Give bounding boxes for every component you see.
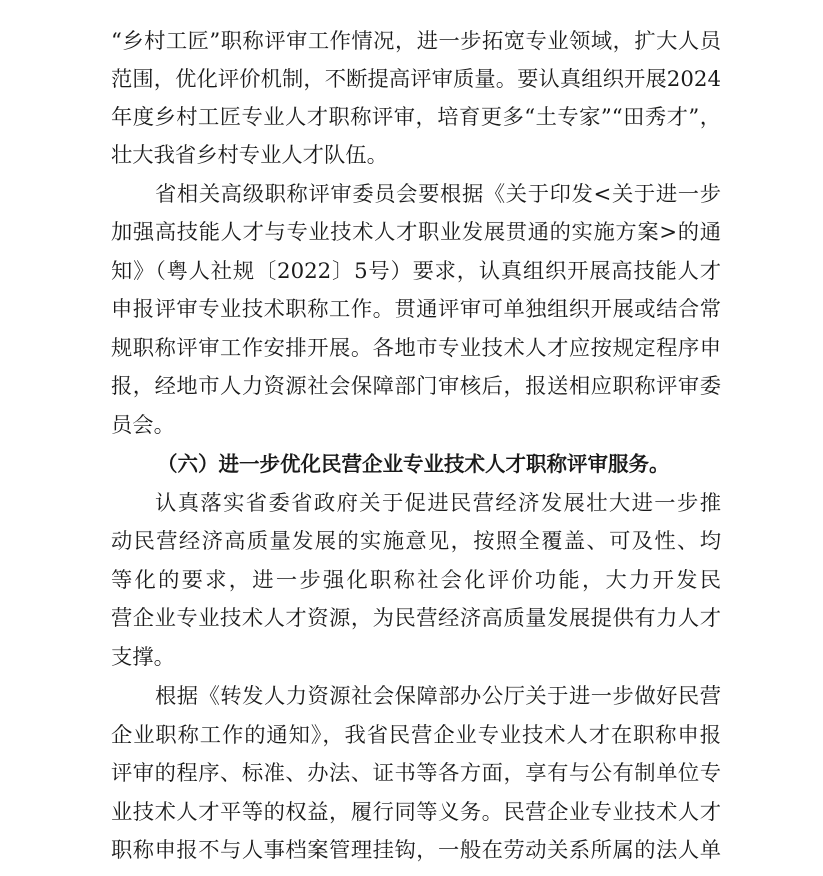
paragraph-line: 知》（粤人社规〔2022〕5号）要求，认真组织开展高技能人才 bbox=[111, 259, 721, 284]
section-heading: （六）进一步优化民营企业专业技术人才职称评审服务。 bbox=[157, 452, 670, 476]
paragraph-line: 规职称评审工作安排开展。各地市专业技术人才应按规定程序申 bbox=[111, 336, 721, 361]
paragraph-line: 报，经地市人力资源社会保障部门审核后，报送相应职称评审委 bbox=[111, 374, 721, 399]
paragraph-line: 营企业专业技术人才资源，为民营经济高质量发展提供有力人才 bbox=[111, 606, 721, 631]
paragraph-line: 申报评审专业技术职称工作。贯通评审可单独组织开展或结合常 bbox=[111, 297, 721, 322]
paragraph-line: 支撑。 bbox=[111, 645, 175, 670]
paragraph-line: 省相关高级职称评审委员会要根据《关于印发<关于进一步 bbox=[155, 182, 721, 207]
paragraph-line: “乡村工匠”职称评审工作情况，进一步拓宽专业领域，扩大人员 bbox=[111, 29, 721, 54]
paragraph-line: 壮大我省乡村专业人才队伍。 bbox=[111, 143, 388, 168]
paragraph-line: 认真落实省委省政府关于促进民营经济发展壮大进一步推 bbox=[155, 491, 721, 516]
paragraph-line: 职称申报不与人事档案管理挂钩，一般在劳动关系所属的法人单 bbox=[111, 838, 721, 863]
paragraph-line: 评审的程序、标准、办法、证书等各方面，享有与公有制单位专 bbox=[111, 761, 721, 786]
paragraph-line: 员会。 bbox=[111, 413, 175, 438]
paragraph-line: 业技术人才平等的权益，履行同等义务。民营企业专业技术人才 bbox=[111, 800, 721, 825]
paragraph-line: 动民营经济高质量发展的实施意见，按照全覆盖、可及性、均 bbox=[111, 529, 721, 554]
paragraph-line: 企业职称工作的通知》，我省民营企业专业技术人才在职称申报 bbox=[111, 723, 721, 748]
paragraph-line: 加强高技能人才与专业技术人才职业发展贯通的实施方案>的通 bbox=[111, 220, 721, 245]
paragraph-line: 范围，优化评价机制，不断提高评审质量。要认真组织开展2024 bbox=[111, 67, 721, 92]
paragraph-line: 年度乡村工匠专业人才职称评审，培育更多“土专家”“田秀才”， bbox=[111, 105, 721, 130]
paragraph-line: 根据《转发人力资源社会保障部办公厅关于进一步做好民营 bbox=[155, 684, 721, 709]
paragraph-line: 等化的要求，进一步强化职称社会化评价功能，大力开发民 bbox=[111, 568, 721, 593]
